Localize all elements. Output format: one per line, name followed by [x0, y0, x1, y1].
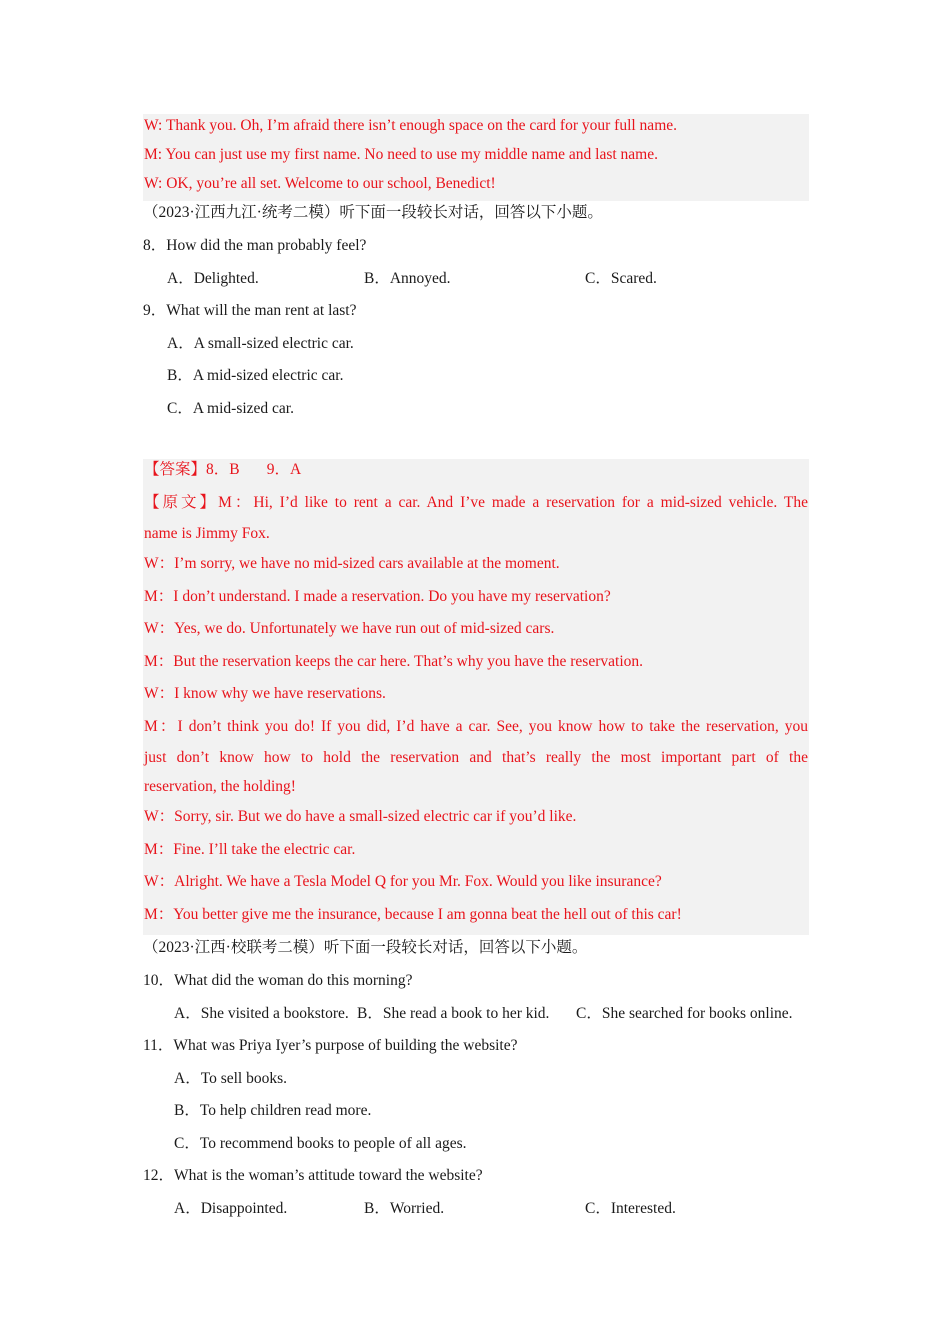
- question-9: 9．What will the man rent at last?: [143, 302, 357, 319]
- option-8a: A．Delighted.: [167, 270, 259, 287]
- option-8c: C．Scared.: [585, 270, 657, 287]
- section-source: （2023·江西·校联考二模）听下面一段较长对话，回答以下小题。: [143, 939, 588, 956]
- transcript-line: M：I don’t think you do! If you did, I’d have a car. See, you know how to take the reservation, you: [144, 718, 808, 735]
- option-12a: A．Disappointed.: [174, 1200, 288, 1217]
- transcript-box-top: [143, 114, 809, 201]
- answer-key: 【答案】8．B 9．A: [144, 461, 302, 478]
- option-11b: B．To help children read more.: [174, 1102, 372, 1119]
- transcript-line: W：Alright. We have a Tesla Model Q for you Mr. Fox. Would you like insurance?: [144, 873, 662, 890]
- transcript-line: M：Fine. I’ll take the electric car.: [144, 841, 356, 858]
- transcript-line: W: OK, you’re all set. Welcome to our school, Benedict!: [144, 175, 496, 192]
- option-10a: A．She visited a bookstore.: [174, 1005, 349, 1022]
- transcript-line: W：I know why we have reservations.: [144, 685, 386, 702]
- option-9c: C．A mid-sized car.: [167, 400, 294, 417]
- option-10c: C．She searched for books online.: [576, 1005, 793, 1022]
- transcript-line: M：But the reservation keeps the car here. That’s why you have the reservation.: [144, 653, 643, 670]
- transcript-line: M：I don’t understand. I made a reservation. Do you have my reservation?: [144, 588, 611, 605]
- option-8b: B．Annoyed.: [364, 270, 451, 287]
- transcript-line: W：Yes, we do. Unfortunately we have run out of mid-sized cars.: [144, 620, 555, 637]
- option-9b: B．A mid-sized electric car.: [167, 367, 344, 384]
- transcript-line: M: You can just use my first name. No need to use my middle name and last name.: [144, 146, 658, 163]
- option-11a: A．To sell books.: [174, 1070, 288, 1087]
- option-12c: C．Interested.: [585, 1200, 676, 1217]
- transcript-line: reservation, the holding!: [144, 778, 296, 795]
- transcript-line: 【原文】M：Hi, I’d like to rent a car. And I’ve made a reservation for a mid-sized vehicle. The: [144, 494, 808, 511]
- option-10b: B．She read a book to her kid.: [357, 1005, 550, 1022]
- section-source: （2023·江西九江·统考二模）听下面一段较长对话，回答以下小题。: [143, 204, 603, 221]
- question-11: 11．What was Priya Iyer’s purpose of building the website?: [143, 1037, 518, 1054]
- transcript-line: W：Sorry, sir. But we do have a small-sized electric car if you’d like.: [144, 808, 577, 825]
- question-10: 10．What did the woman do this morning?: [143, 972, 413, 989]
- transcript-line: W：I’m sorry, we have no mid-sized cars available at the moment.: [144, 555, 560, 572]
- option-9a: A．A small-sized electric car.: [167, 335, 354, 352]
- option-12b: B．Worried.: [364, 1200, 445, 1217]
- transcript-line: M：You better give me the insurance, because I am gonna beat the hell out of this car!: [144, 906, 682, 923]
- transcript-line: name is Jimmy Fox.: [144, 525, 270, 542]
- transcript-line: just don’t know how to hold the reservation and that’s really the most important part of the: [144, 749, 808, 766]
- transcript-line: W: Thank you. Oh, I’m afraid there isn’t enough space on the card for your full name.: [144, 117, 678, 134]
- question-8: 8．How did the man probably feel?: [143, 237, 367, 254]
- option-11c: C．To recommend books to people of all ages.: [174, 1135, 467, 1152]
- question-12: 12．What is the woman’s attitude toward the website?: [143, 1167, 483, 1184]
- answer-box: [143, 459, 809, 935]
